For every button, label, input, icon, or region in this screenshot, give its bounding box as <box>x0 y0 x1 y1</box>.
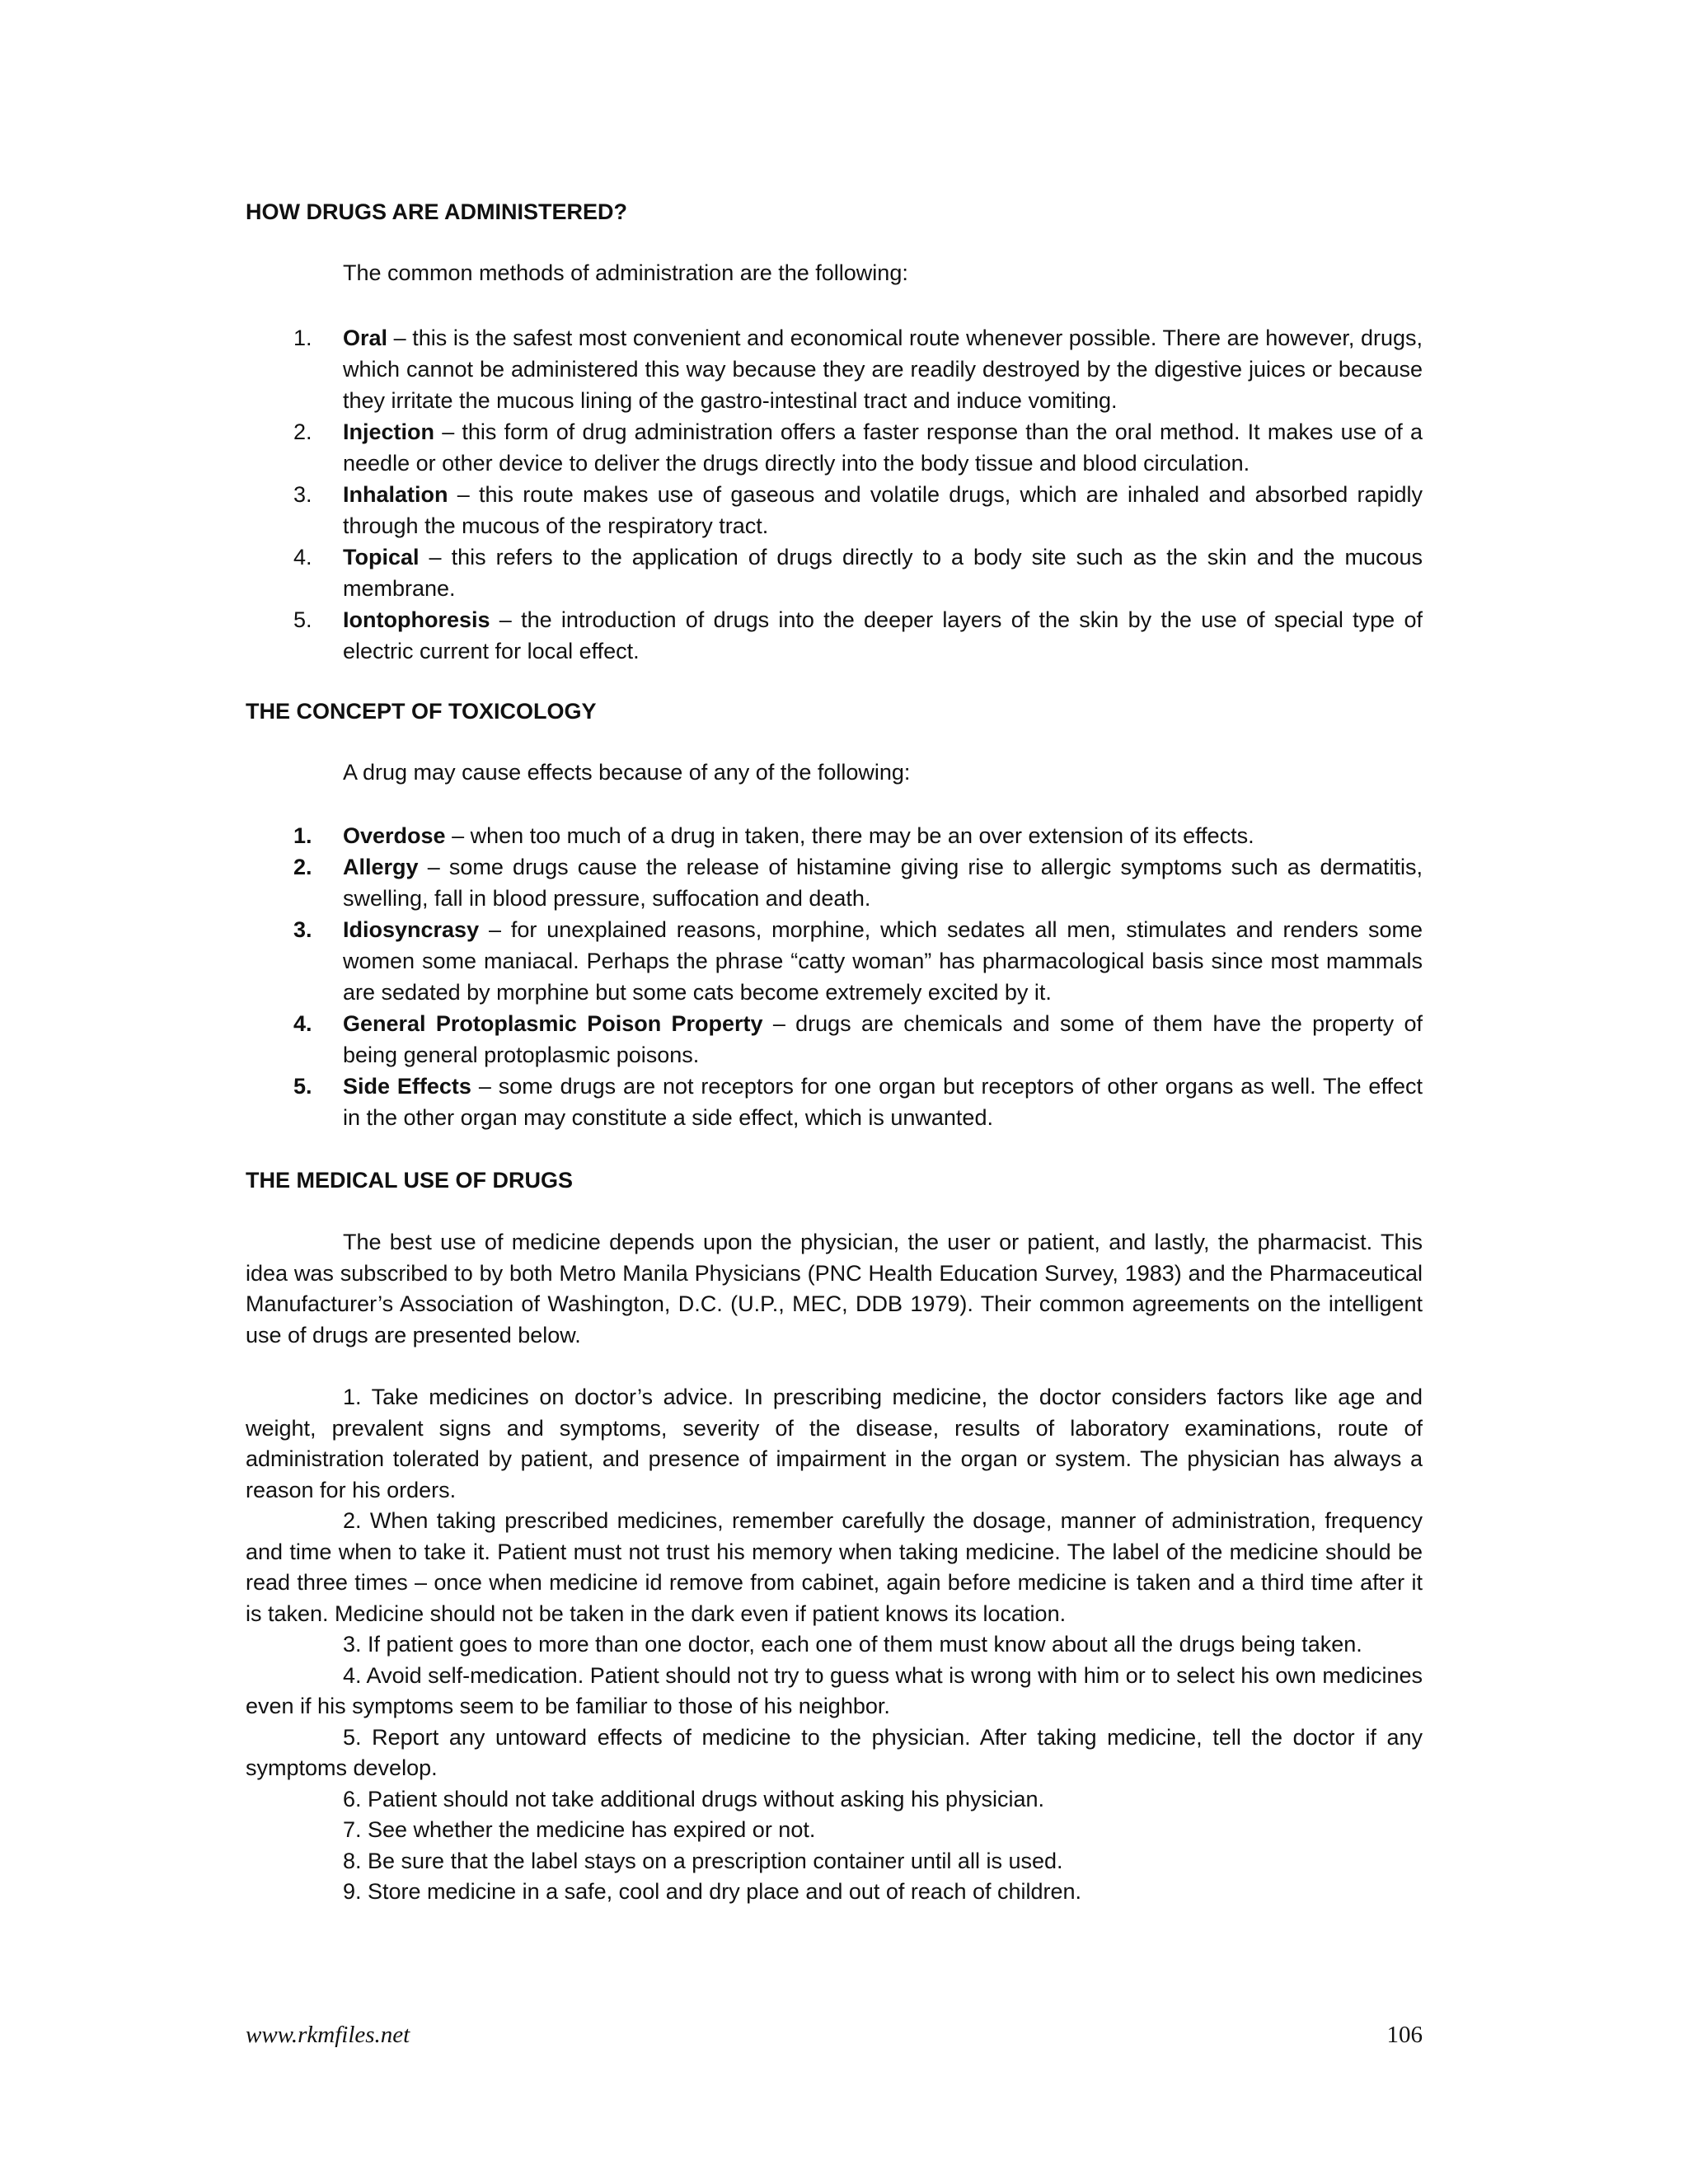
list-text: – this route makes use of gaseous and volatile drugs, which are inhaled and absorbed rapidly through the mucous of the respiratory tract. <box>343 482 1423 538</box>
list-text: – drugs are chemicals and some of them have the property of being general protoplasmic poisons. <box>343 1011 1423 1067</box>
list-item: 2. When taking prescribed medicines, remember carefully the dosage, manner of administration, frequency and time when to take it. Patient must not trust his memory when taking medicine. The label of the medicine should be read three times – once when medicine id remove from cabinet, again before medicine is taken and a third time after it is taken. Medicine should not be taken in the dark even if patient knows its location. <box>246 1508 1423 1626</box>
list-term: Side Effects <box>343 1074 471 1099</box>
list-item <box>246 914 1423 1008</box>
list-item: 4. Avoid self-medication. Patient should not try to guess what is wrong with him or to select his own medicines even if his symptoms seem to be familiar to those of his neighbor. <box>246 1662 1423 1718</box>
list-term: Injection <box>343 419 435 444</box>
list-term: Inhalation <box>343 482 448 507</box>
list-item: 6. Patient should not take additional drugs without asking his physician. <box>343 1786 1045 1811</box>
list-term: Iontophoresis <box>343 607 490 632</box>
list-number: 2. <box>293 855 312 879</box>
list-text: – this is the safest most convenient and economical route whenever possible. There are however, drugs, which cannot be administered this way because they are readily destroyed by the digestive juices or because they irritate the mucous lining of the gastro-intestinal tract and induce vomiting. <box>343 326 1423 413</box>
page-number: 106 <box>1386 2022 1423 2048</box>
list-item <box>246 604 1423 667</box>
list-number: 3. <box>293 482 312 507</box>
list-number: 5. <box>293 607 312 632</box>
list-item <box>246 1008 1423 1071</box>
footer-url: www.rkmfiles.net <box>246 2022 410 2048</box>
toxicology-intro: A drug may cause effects because of any of the following: <box>343 760 911 785</box>
list-item: 5. Report any untoward effects of medicine to the physician. After taking medicine, tell the doctor if any symptoms develop. <box>246 1724 1423 1780</box>
section-heading-toxicology: THE CONCEPT OF TOXICOLOGY <box>246 699 597 724</box>
list-item: 7. See whether the medicine has expired or not. <box>343 1817 816 1842</box>
list-term: Idiosyncrasy <box>343 917 480 942</box>
list-number: 4. <box>293 545 312 569</box>
toxicology-list <box>246 820 1423 1133</box>
list-item <box>246 851 1423 914</box>
list-term: Oral <box>343 326 388 350</box>
list-item <box>246 1071 1423 1133</box>
list-item: 1. Take medicines on doctor’s advice. In prescribing medicine, the doctor considers factors like age and weight, prevalent signs and symptoms, severity of the disease, results of laboratory examinations, route of administration tolerated by patient, and presence of impairment in the organ or system. The physician has always a reason for his orders. <box>246 1385 1423 1502</box>
list-item <box>246 416 1423 479</box>
list-item: 3. If patient goes to more than one doctor, each one of them must know about all the drugs being taken. <box>343 1632 1362 1657</box>
list-text: – this refers to the application of drugs directly to a body site such as the skin and the mucous membrane. <box>343 545 1423 601</box>
administration-intro: The common methods of administration are the following: <box>343 260 908 285</box>
list-item <box>246 541 1423 604</box>
list-term: Overdose <box>343 823 446 848</box>
list-text: – for unexplained reasons, morphine, which sedates all men, stimulates and renders some women some maniacal. Perhaps the phrase “catty woman” has pharmacological basis since most mammals are sedated by morphine but some cats become extremely excited by it. <box>343 917 1423 1005</box>
list-item: 9. Store medicine in a safe, cool and dry place and out of reach of children. <box>343 1879 1082 1904</box>
medical-use-intro: The best use of medicine depends upon the physician, the user or patient, and lastly, the pharmacist. This idea was subscribed to by both Metro Manila Physicians (PNC Health Education Survey, 1983) and the Pharmaceutical Manufacturer’s Association of Washington, D.C. (U.P., MEC, DDB 1979). Their common agreements on the intelligent use of drugs are presented below. <box>246 1230 1423 1347</box>
section-heading-administration: HOW DRUGS ARE ADMINISTERED? <box>246 199 627 224</box>
list-number: 5. <box>293 1074 312 1099</box>
list-number: 3. <box>293 917 312 942</box>
list-item: 8. Be sure that the label stays on a prescription container until all is used. <box>343 1848 1063 1873</box>
list-item <box>246 322 1423 416</box>
section-heading-medical-use: THE MEDICAL USE OF DRUGS <box>246 1168 574 1193</box>
list-term: General Protoplasmic Poison Property <box>343 1011 763 1036</box>
list-term: Allergy <box>343 855 419 879</box>
list-text: – some drugs cause the release of histamine giving rise to allergic symptoms such as dermatitis, swelling, fall in blood pressure, suffocation and death. <box>343 855 1423 911</box>
list-number: 1. <box>293 326 312 350</box>
list-item <box>246 479 1423 541</box>
list-text: – when too much of a drug in taken, there may be an over extension of its effects. <box>445 823 1254 848</box>
medical-use-list <box>246 1382 1423 1908</box>
list-text: – the introduction of drugs into the deeper layers of the skin by the use of special type of electric current for local effect. <box>343 607 1423 663</box>
list-text: – this form of drug administration offers a faster response than the oral method. It makes use of a needle or other device to deliver the drugs directly into the body tissue and blood circulation. <box>343 419 1423 476</box>
list-term: Topical <box>343 545 420 569</box>
list-number: 4. <box>293 1011 312 1036</box>
medical-use-intro-block <box>246 1227 1423 1351</box>
list-item <box>246 820 1423 851</box>
list-number: 2. <box>293 419 312 444</box>
administration-list <box>246 322 1423 667</box>
list-text: – some drugs are not receptors for one organ but receptors of other organs as well. The effect in the other organ may constitute a side effect, which is unwanted. <box>343 1074 1423 1130</box>
list-number: 1. <box>293 823 312 848</box>
